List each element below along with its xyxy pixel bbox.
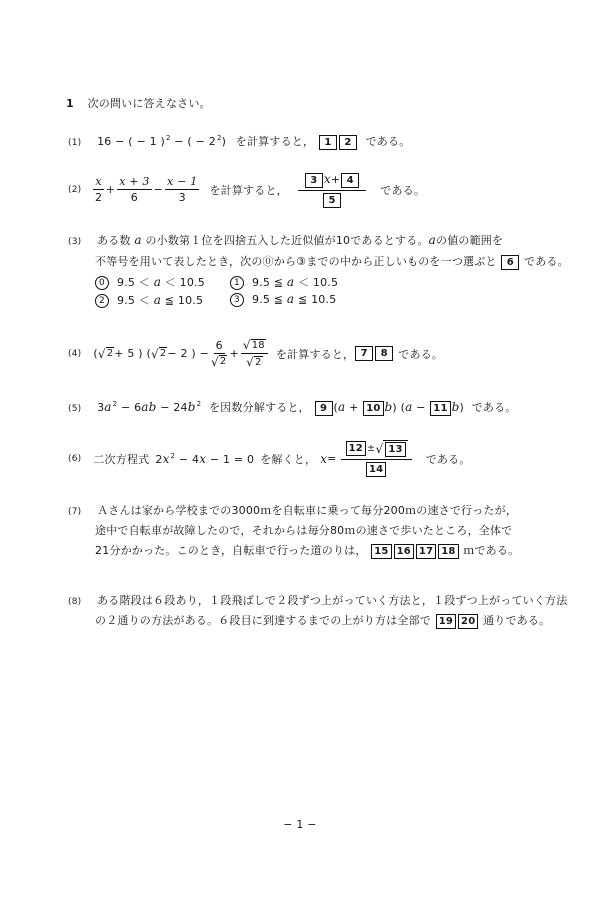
- question-4: (4) ( √ 2 + 5 ) ( √ 2 − 2 ) − 6 √ 2 + √ 18 √ 2 を計算すると， 7 8 である。: [68, 338, 444, 369]
- fraction-6-over-sqrt2: 6 √ 2: [211, 338, 227, 369]
- answer-box-19[interactable]: 19: [436, 614, 456, 629]
- q1-text: を計算すると，: [235, 135, 315, 148]
- question-label: (4): [68, 348, 82, 359]
- q1-tail: である。: [365, 135, 411, 148]
- answer-box-18[interactable]: 18: [438, 544, 458, 559]
- question-6: (6) 二次方程式 $2x^2 - 4x - 1 = 0$ を解くと， x = 12 ± √ 13 14 である。: [68, 441, 471, 475]
- q6-answer-fraction: 12 ± √ 13 14: [341, 440, 412, 477]
- section-title: 次の問いに答えなさい。: [87, 97, 211, 110]
- fraction-sqrt18-over-sqrt2: √ 18 √ 2: [241, 338, 268, 369]
- answer-box-11[interactable]: 11: [430, 401, 450, 416]
- question-7-line-2: 途中で自転車が故障したので，それからは毎分80ｍの速さで歩いたところ，全体で: [95, 524, 513, 537]
- answer-box-17[interactable]: 17: [416, 544, 436, 559]
- q1-expression: 16 − ( − 1 )$^2$ − ( − $2^2$): [97, 134, 227, 148]
- section-header: [66, 95, 211, 111]
- question-3: (3) ある数 a の小数第１位を四捨五入した近似値が10であるとする。aの値の範囲を: [68, 233, 504, 247]
- question-8: (8) ある階段は６段あり，１段飛ばしで２段ずつ上がっていく方法と，１段ずつ上がっていく方法: [68, 594, 568, 607]
- answer-box-5[interactable]: 5: [323, 193, 341, 208]
- answer-box-12[interactable]: 12: [346, 441, 366, 456]
- q3-option-3[interactable]: 3 9.5 ≦ a ≦ 10.5: [230, 292, 336, 307]
- answer-box-4[interactable]: 4: [341, 173, 359, 188]
- question-label: (2): [68, 184, 82, 195]
- fraction-x-minus-1-over-3: $\frac{x - 1}{3}$: [167, 175, 198, 205]
- answer-box-10[interactable]: 10: [363, 401, 383, 416]
- option-mark: 1: [230, 276, 244, 290]
- question-8-line-2: の２通りの方法がある。６段目に到達するまでの上がり方は全部で 19 20 通りである。: [95, 614, 551, 627]
- question-2: (2) $\frac{x}{2}$ + $\frac{x + 3}{6}$ − $\frac{x - 1}{3}$ を計算すると， $\frac{3 x+ 4}{5}$ である。: [68, 172, 426, 206]
- question-label: (7): [68, 507, 82, 517]
- answer-box-1[interactable]: 1: [319, 135, 337, 150]
- answer-box-3[interactable]: 3: [305, 173, 323, 188]
- question-label: (1): [68, 138, 82, 148]
- question-1: [68, 133, 410, 150]
- q2-tail: である。: [380, 183, 426, 197]
- q2-text: を計算すると，: [209, 183, 288, 197]
- sqrt-2: √ 2: [97, 346, 114, 361]
- question-5: (5) $3a^2 - 6ab - 24b^2$ を因数分解すると， 9 (a + 10 b) (a − 11 b) である。: [68, 400, 517, 414]
- page-number: − 1 −: [283, 818, 317, 831]
- q3-option-2[interactable]: 2 9.5 ＜ a ≦ 10.5: [95, 292, 203, 308]
- sqrt-2: √ 2: [150, 346, 167, 361]
- q3-option-1[interactable]: 1 9.5 ≦ a ＜ 10.5: [230, 274, 338, 290]
- answer-box-6[interactable]: 6: [501, 255, 519, 270]
- question-label: (3): [68, 237, 82, 247]
- answer-box-13[interactable]: 13: [385, 442, 405, 457]
- option-mark: 3: [230, 293, 244, 307]
- option-mark: 0: [95, 276, 109, 290]
- question-label: (6): [68, 453, 82, 464]
- answer-box-14[interactable]: 14: [366, 462, 386, 477]
- answer-box-16[interactable]: 16: [394, 544, 414, 559]
- option-mark: 2: [95, 294, 109, 308]
- fraction-x-plus-3-over-6: $\frac{x + 3}{6}$: [119, 175, 150, 205]
- answer-box-7[interactable]: 7: [355, 346, 373, 361]
- answer-box-8[interactable]: 8: [375, 346, 393, 361]
- question-7-line-3: 21分かかった。このとき，自転車で行った道のりは， 15 16 17 18 ｍである。: [95, 544, 520, 557]
- answer-box-15[interactable]: 15: [371, 544, 391, 559]
- answer-box-9[interactable]: 9: [315, 401, 333, 416]
- question-7: (7) Ａさんは家から学校までの3000ｍを自転車に乗って毎分200ｍの速さで行ったが，: [68, 504, 518, 517]
- fraction-x-over-2: $\frac{x}{2}$: [94, 175, 103, 205]
- question-3-line-2: 不等号を用いて表したとき，次の⓪から③までの中から正しいものを一つ選ぶと 6 である。: [95, 255, 569, 268]
- q2-answer-fraction: $\frac{3 x+ 4}{5}$: [298, 172, 366, 208]
- answer-box-20[interactable]: 20: [458, 614, 478, 629]
- section-number: 1: [66, 97, 74, 110]
- question-label: (8): [68, 597, 82, 607]
- question-label: (5): [68, 404, 82, 414]
- sqrt-box-13: √ 13: [376, 440, 408, 457]
- q3-option-0[interactable]: 0 9.5 ＜ a ＜ 10.5: [95, 274, 205, 290]
- answer-box-2[interactable]: 2: [339, 135, 357, 150]
